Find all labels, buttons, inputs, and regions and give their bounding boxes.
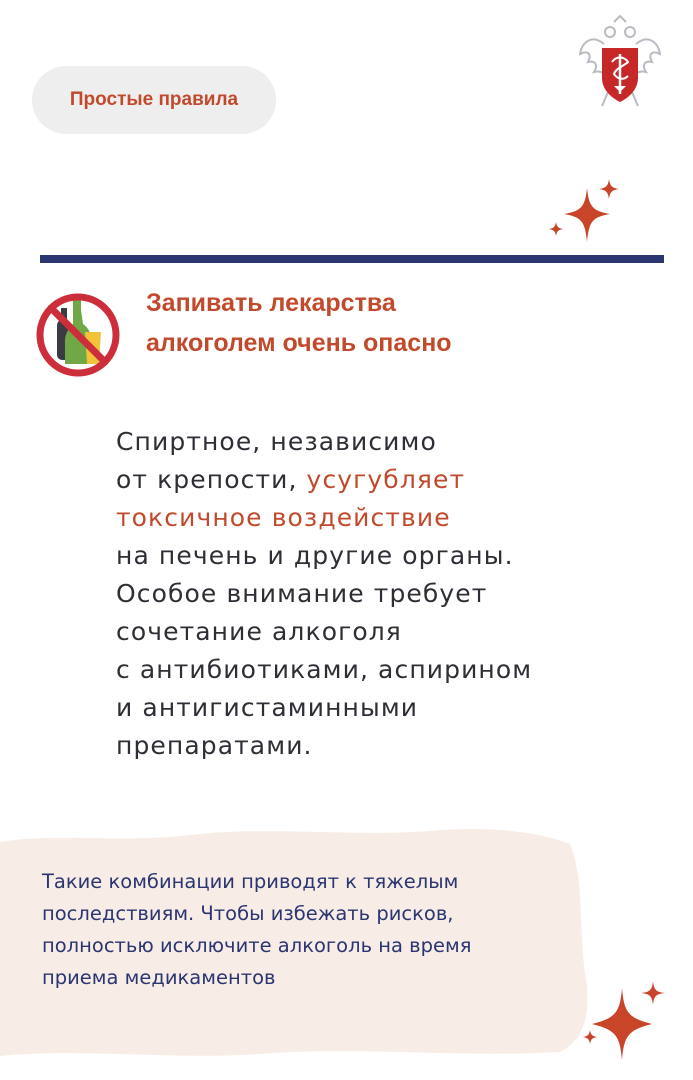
no-alcohol-icon	[33, 290, 123, 380]
sparkle-icon	[598, 178, 620, 200]
page-title	[146, 283, 646, 363]
note-paragraph	[42, 866, 582, 994]
sparkle-icon	[583, 1030, 597, 1044]
paragraph-line: препаратами.	[116, 731, 313, 760]
paragraph-line: и антигистаминными	[116, 693, 419, 722]
note-line: приема медикаментов	[42, 966, 276, 989]
highlighted-text: токсичное воздействие	[116, 503, 451, 532]
sparkle-icon	[549, 222, 563, 236]
main-paragraph	[116, 423, 676, 765]
category-badge-label: Простые правила	[69, 89, 239, 110]
title-line: алкоголем очень опасно	[146, 329, 452, 357]
paragraph-line: с антибиотиками, аспирином	[116, 655, 533, 684]
sparkle-icon	[640, 980, 666, 1006]
note-line: последствиям. Чтобы избежать рисков,	[42, 902, 454, 925]
note-line: полностью исключите алкоголь на время	[42, 934, 472, 957]
paragraph-line: на печень и другие органы.	[116, 541, 514, 570]
rospotrebnadzor-emblem-icon	[574, 14, 666, 112]
note-line: Такие комбинации приводят к тяжелым	[42, 870, 459, 893]
paragraph-line	[116, 461, 676, 499]
paragraph-line: Спиртное, независимо	[116, 427, 437, 456]
category-badge	[32, 66, 276, 134]
highlighted-text: усугубляет	[306, 465, 466, 494]
paragraph-text: от крепости,	[116, 465, 307, 494]
paragraph-line: сочетание алкоголя	[116, 617, 402, 646]
section-divider	[40, 255, 664, 263]
paragraph-line: Особое внимание требует	[116, 579, 488, 608]
title-line: Запивать лекарства	[146, 289, 396, 317]
